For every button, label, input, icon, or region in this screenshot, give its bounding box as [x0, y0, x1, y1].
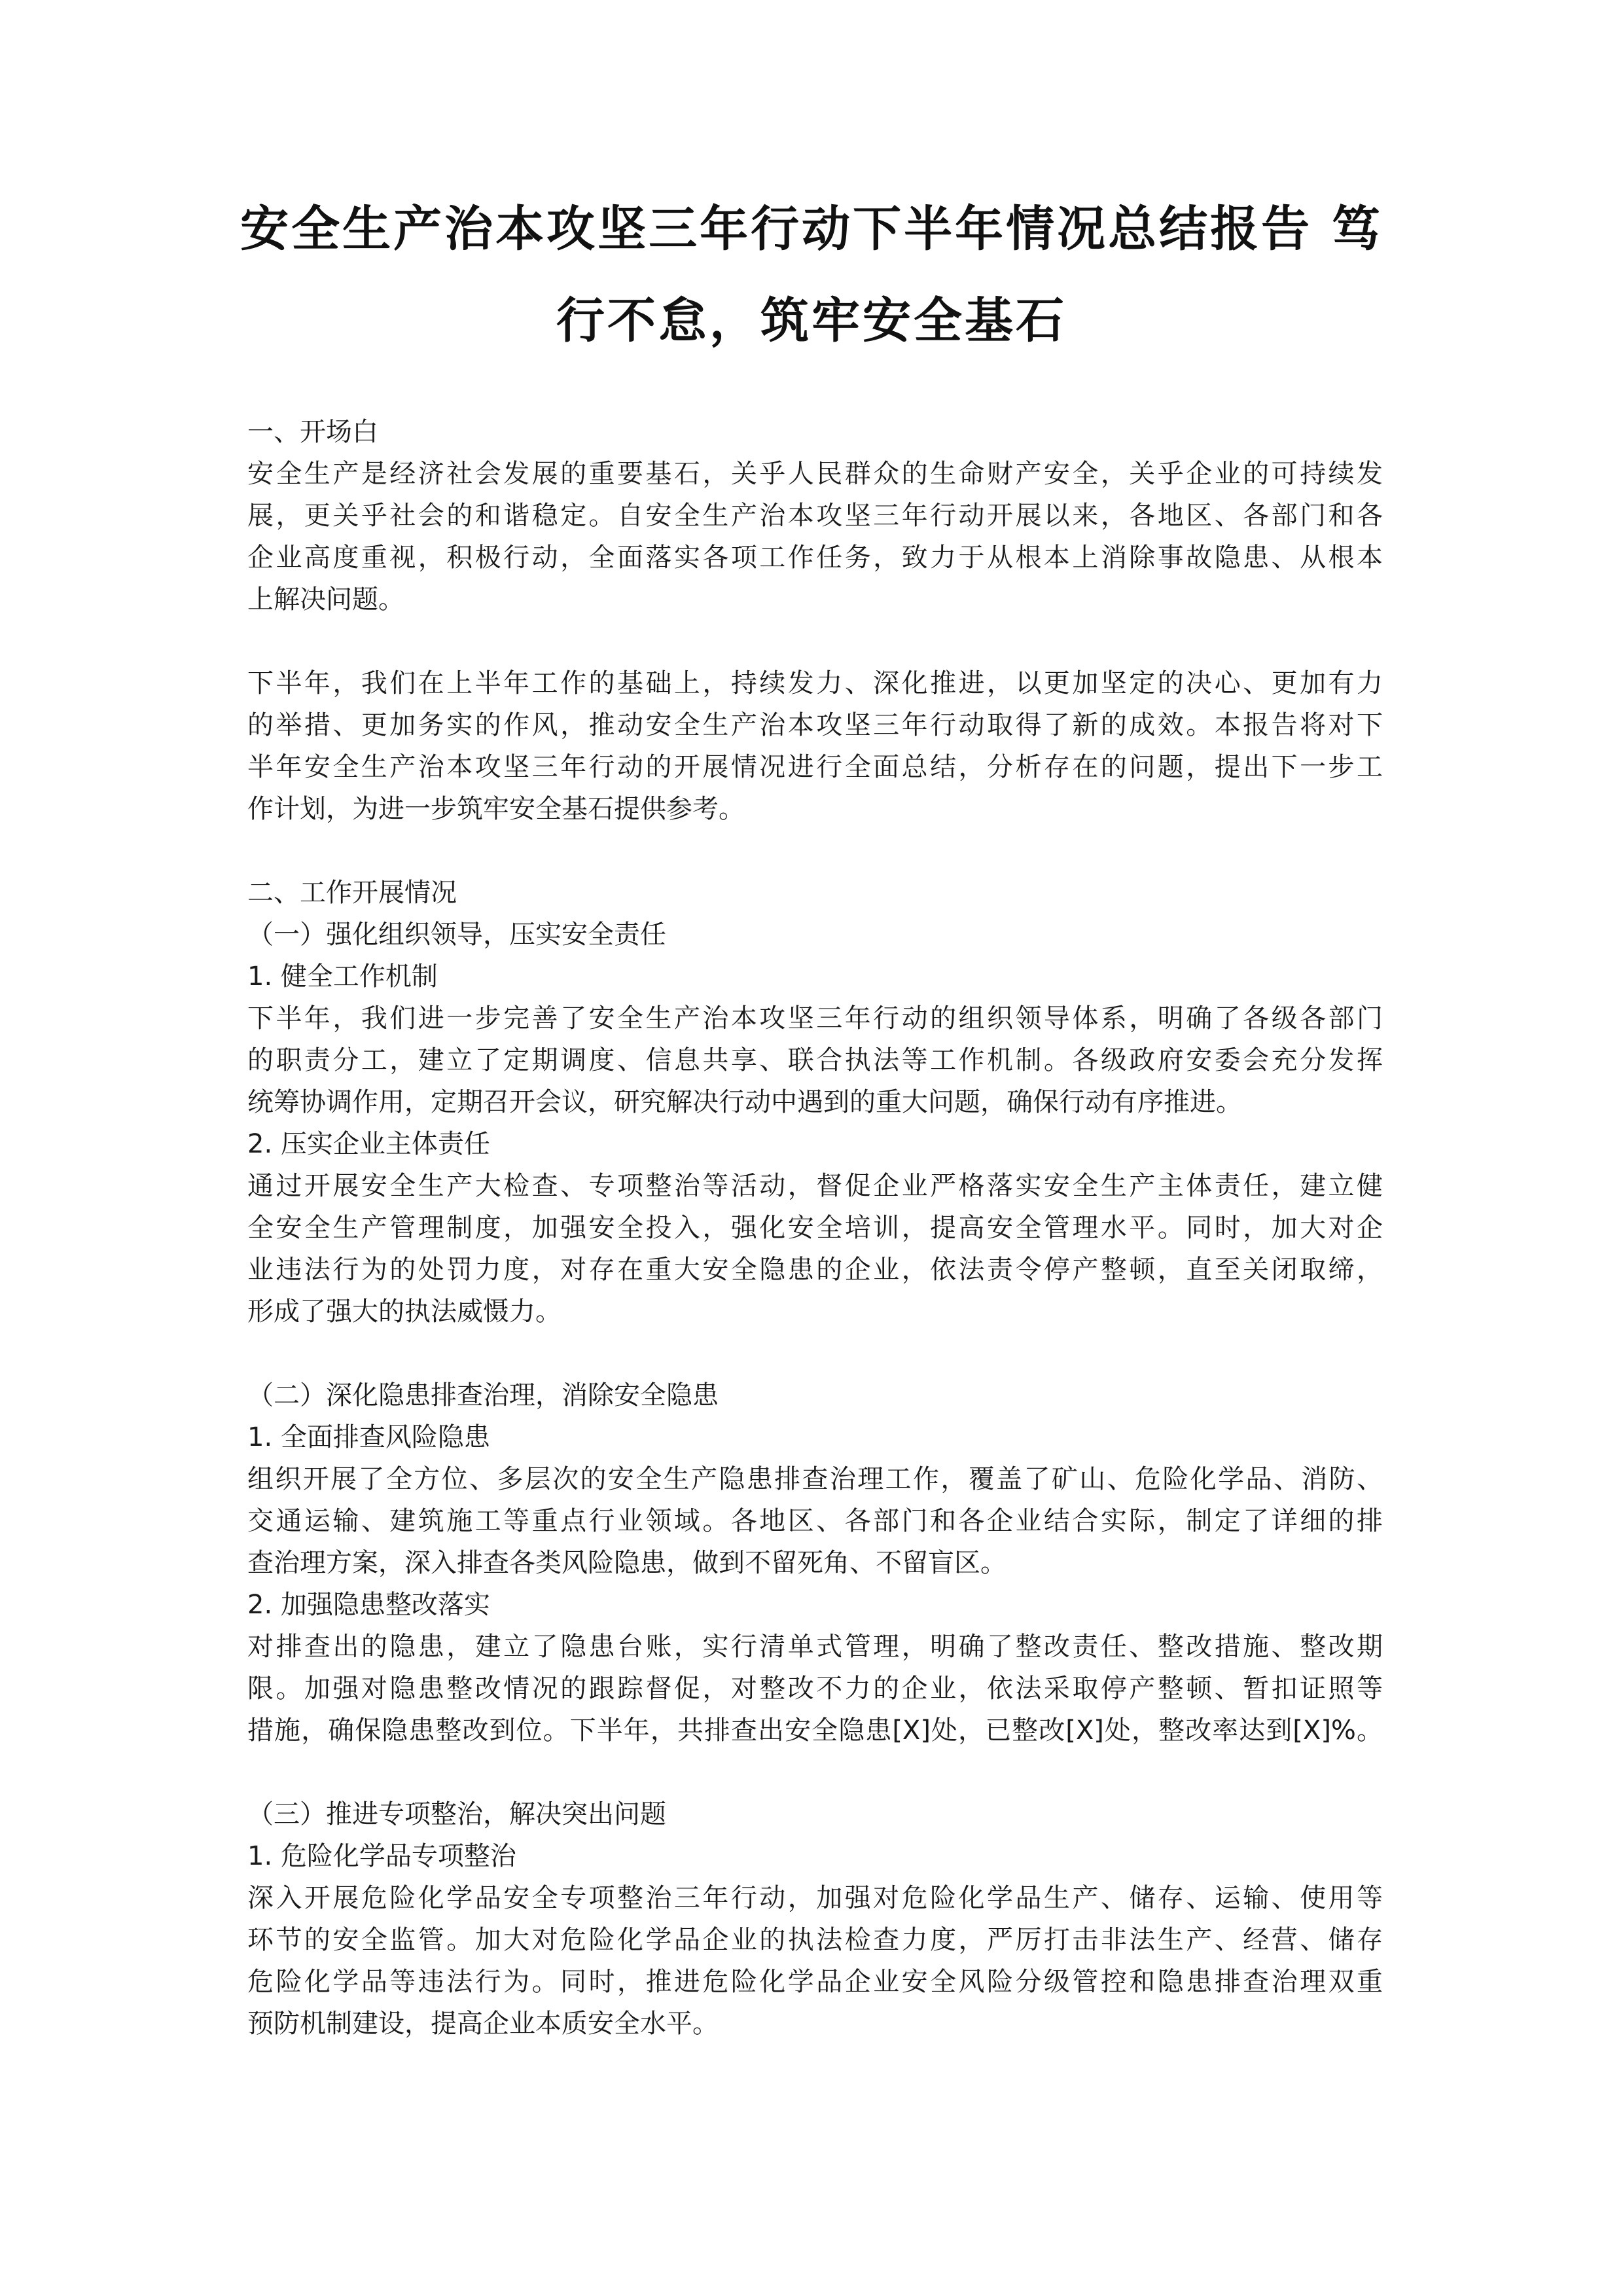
subsection-heading: （二）深化隐患排查治理，消除安全隐患 [247, 1380, 719, 1410]
paragraph-line: 下半年，我们进一步完善了安全生产治本攻坚三年行动的组织领导体系，明确了各级各部门 [247, 1003, 1383, 1033]
document-title-line-2: 行不怠，筑牢安全基石 [556, 293, 1067, 349]
paragraph-line: 深入开展危险化学品安全专项整治三年行动，加强对危险化学品生产、储存、运输、使用等 [247, 1883, 1383, 1913]
paragraph-line: 作计划，为进一步筑牢安全基石提供参考。 [247, 794, 745, 824]
paragraph-line: 限。加强对隐患整改情况的跟踪督促，对整改不力的企业，依法采取停产整顿、暂扣证照等 [247, 1674, 1383, 1704]
paragraph-gap [247, 1751, 1383, 1793]
paragraph-line: 半年安全生产治本攻坚三年行动的开展情况进行全面总结，分析存在的问题，提出下一步工 [247, 752, 1383, 782]
paragraph-line: 预防机制建设，提高企业本质安全水平。 [247, 2009, 719, 2039]
item-heading: 2. 压实企业主体责任 [247, 1129, 490, 1159]
item-heading: 1. 健全工作机制 [247, 961, 438, 992]
paragraph-line: 业违法行为的处罚力度，对存在重大安全隐患的企业，依法责令停产整顿，直至关闭取缔， [247, 1255, 1383, 1285]
paragraph-line: 的举措、更加务实的作风，推动安全生产治本攻坚三年行动取得了新的成效。本报告将对下 [247, 710, 1383, 740]
paragraph-line: 组织开展了全方位、多层次的安全生产隐患排查治理工作，覆盖了矿山、危险化学品、消防、 [247, 1464, 1383, 1494]
document-body [247, 411, 1383, 2045]
paragraph-line: 全安全生产管理制度，加强安全投入，强化安全培训，提高安全管理水平。同时，加大对企 [247, 1213, 1383, 1243]
paragraph-line: 对排查出的隐患，建立了隐患台账，实行清单式管理，明确了整改责任、整改措施、整改期 [247, 1632, 1383, 1662]
paragraph-line: 交通运输、建筑施工等重点行业领域。各地区、各部门和各企业结合实际，制定了详细的排 [247, 1506, 1383, 1536]
paragraph-line: 危险化学品等违法行为。同时，推进危险化学品企业安全风险分级管控和隐患排查治理双重 [247, 1967, 1383, 1997]
document-title-line-1: 安全生产治本攻坚三年行动下半年情况总结报告 笃 [240, 201, 1383, 257]
paragraph-line: 通过开展安全生产大检查、专项整治等活动，督促企业严格落实安全生产主体责任，建立健 [247, 1171, 1383, 1201]
paragraph-line: 企业高度重视，积极行动，全面落实各项工作任务，致力于从根本上消除事故隐患、从根本 [247, 543, 1383, 573]
subsection-heading: （三）推进专项整治，解决突出问题 [247, 1799, 666, 1829]
subsection-heading: （一）强化组织领导，压实安全责任 [247, 920, 666, 950]
paragraph-line: 形成了强大的执法威慑力。 [247, 1297, 562, 1327]
item-heading: 2. 加强隐患整改落实 [247, 1590, 490, 1620]
paragraph-line: 统筹协调作用，定期召开会议，研究解决行动中遇到的重大问题，确保行动有序推进。 [247, 1087, 1242, 1117]
paragraph-gap [247, 1333, 1383, 1374]
paragraph-gap [247, 830, 1383, 872]
paragraph-line: 措施，确保隐患整改到位。下半年，共排查出安全隐患[X]处，已整改[X]处，整改率达到[X]%。 [247, 1715, 1383, 1746]
section-heading: 二、工作开展情况 [247, 878, 457, 908]
paragraph-line: 查治理方案，深入排查各类风险隐患，做到不留死角、不留盲区。 [247, 1548, 1007, 1578]
paragraph-line: 的职责分工，建立了定期调度、信息共享、联合执法等工作机制。各级政府安委会充分发挥 [247, 1045, 1383, 1075]
paragraph-line: 上解决问题。 [247, 584, 404, 615]
section-heading: 一、开场白 [247, 417, 378, 447]
paragraph-line: 下半年，我们在上半年工作的基础上，持续发力、深化推进，以更加坚定的决心、更加有力 [247, 668, 1383, 698]
item-heading: 1. 危险化学品专项整治 [247, 1841, 516, 1871]
paragraph-line: 安全生产是经济社会发展的重要基石，关乎人民群众的生命财产安全，关乎企业的可持续发 [247, 459, 1383, 489]
paragraph-gap [247, 620, 1383, 662]
item-heading: 1. 全面排查风险隐患 [247, 1422, 490, 1452]
paragraph-line: 展，更关乎社会的和谐稳定。自安全生产治本攻坚三年行动开展以来，各地区、各部门和各 [247, 501, 1383, 531]
paragraph-line: 环节的安全监管。加大对危险化学品企业的执法检查力度，严厉打击非法生产、经营、储存 [247, 1925, 1383, 1955]
